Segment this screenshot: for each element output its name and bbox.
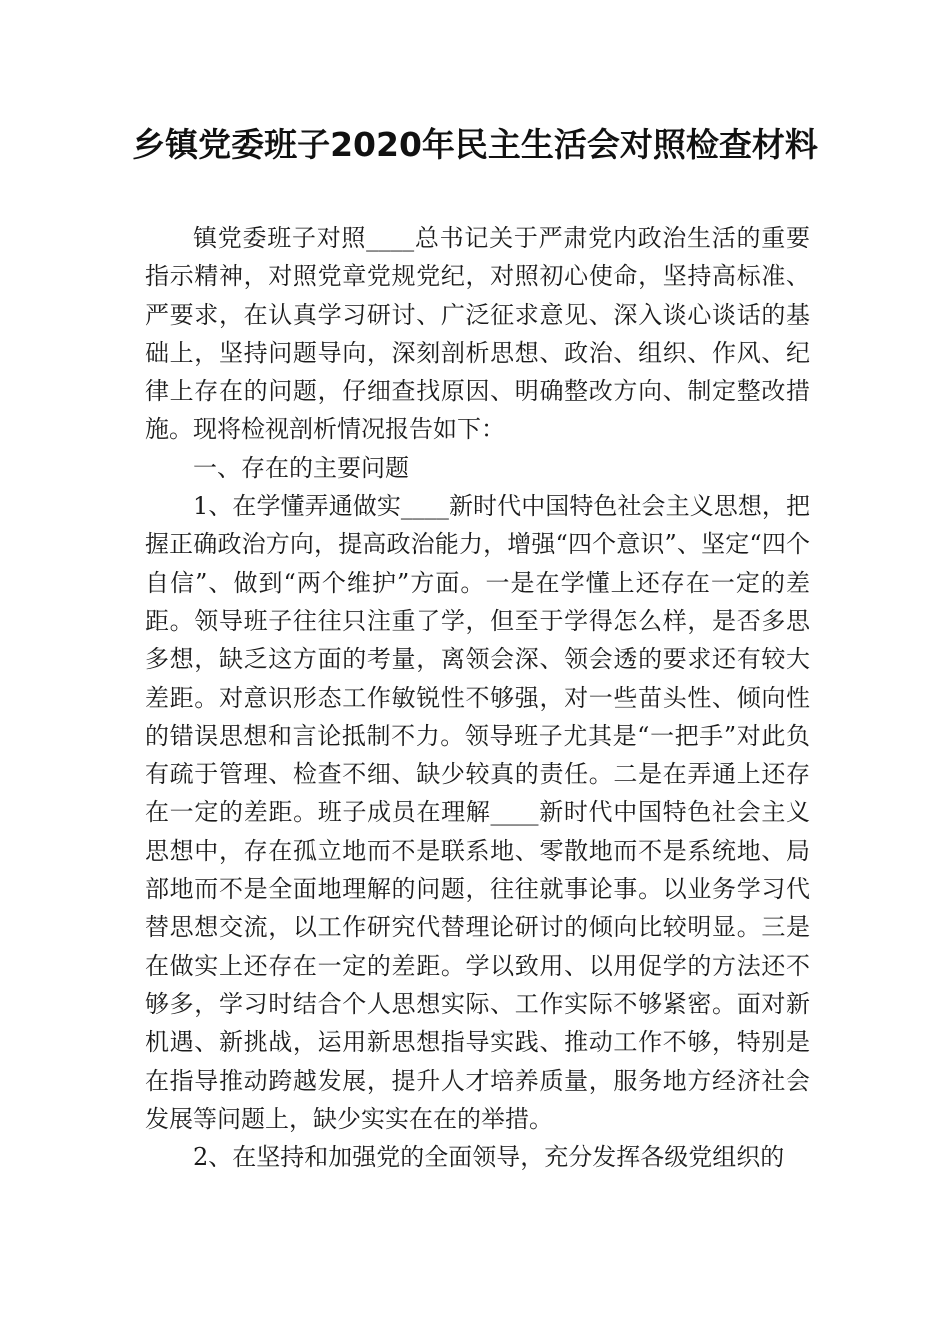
section-heading-main-problems: 一、存在的主要问题	[193, 453, 409, 482]
document-title: 乡镇党委班子2020年民主生活会对照检查材料	[132, 125, 818, 164]
intro-paragraph: 镇党委班子对照____总书记关于严肃党内政治生活的重要指示精神，对照党章党规党纪，对照初心使命，坚持高标准、严要求，在认真学习研讨、广泛征求意见、深入谈心谈话的基础上，坚持问题导向，深刻剖析思想、政治、组织、作风、纪律上存在的问题，仔细查找原因、明确整改方向、制定整改措施。现将检视剖析情况报告如下：	[145, 224, 810, 444]
document-body	[145, 219, 810, 1176]
item-1-paragraph: 1、在学懂弄通做实____新时代中国特色社会主义思想，把握正确政治方向，提高政治能力，增强“四个意识”、坚定“四个自信”、做到“两个维护”方面。一是在学懂上还存在一定的差距。领导班子往往只注重了学，但至于学得怎么样，是否多思多想，缺乏这方面的考量，离领会深、领会透的要求还有较大差距。对意识形态工作敏锐性不够强，对一些苗头性、倾向性的错误思想和言论抵制不力。领导班子尤其是“一把手”对此负有疏于管理、检查不细、缺少较真的责任。二是在弄通上还存在一定的差距。班子成员在理解____新时代中国特色社会主义思想中，存在孤立地而不是联系地、零散地而不是系统地、局部地而不是全面地理解的问题，往往就事论事。以业务学习代替思想交流，以工作研究代替理论研讨的倾向比较明显。三是在做实上还存在一定的差距。学以致用、以用促学的方法还不够多，学习时结合个人思想实际、工作实际不够紧密。面对新机遇、新挑战，运用新思想指导实践、推动工作不够，特别是在指导推动跨越发展，提升人才培养质量，服务地方经济社会发展等问题上，缺少实实在在的举措。	[145, 492, 810, 1133]
item-2-paragraph: 2、在坚持和加强党的全面领导，充分发挥各级党组织的	[193, 1143, 785, 1172]
